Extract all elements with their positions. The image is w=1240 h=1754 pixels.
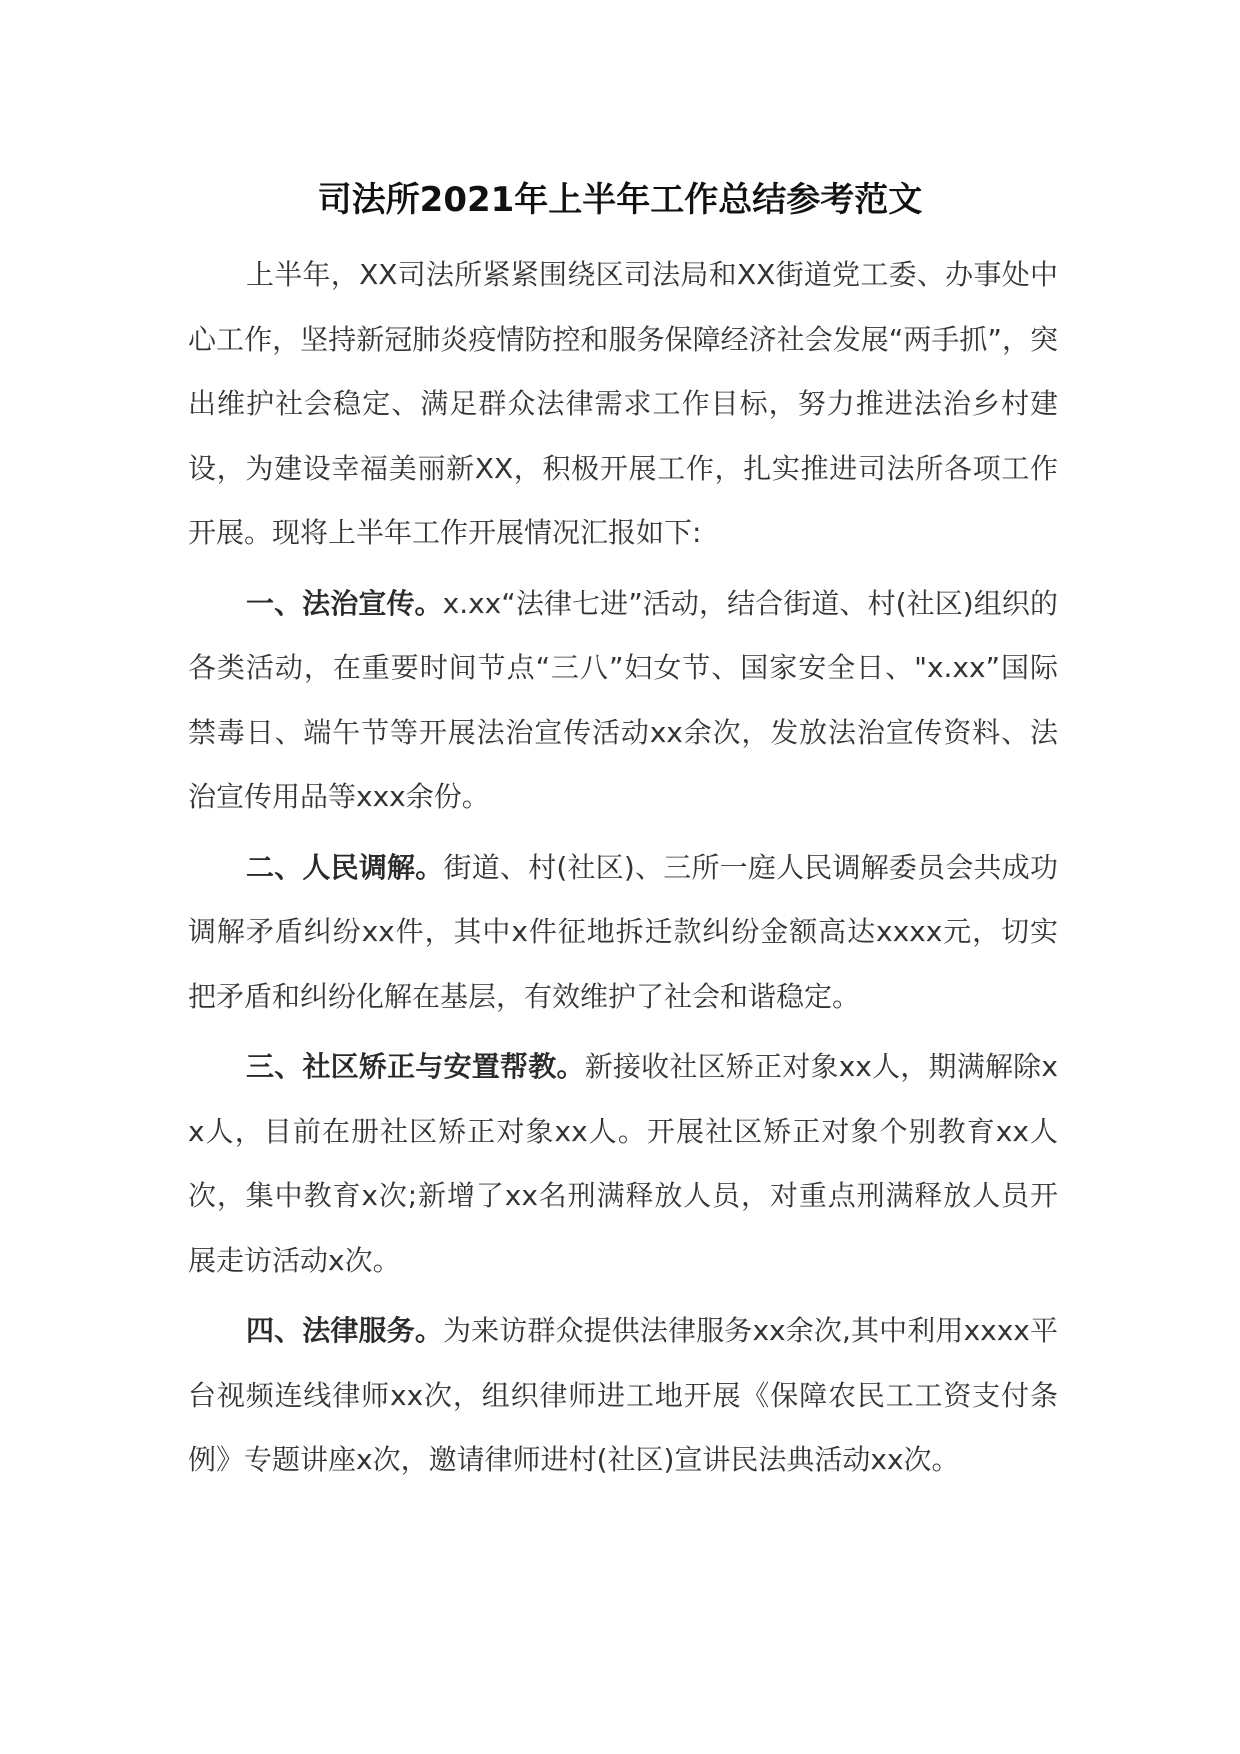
section-heading: 一、法治宣传。 [246, 586, 443, 620]
section-paragraph-legal-services [188, 1299, 1058, 1493]
section-heading: 三、社区矫正与安置帮教。 [246, 1050, 585, 1083]
section-text: 新接收社区矫正对象xx人，期满解除xx人，目前在册社区矫正对象xx人。开展社区矫正对象个别教育xx人次，集中教育x次;新增了xx名刑满释放人员，对重点刑满释放人员开展走访活动x次。 [188, 1050, 1058, 1277]
section-paragraph-legal-publicity [188, 572, 1058, 830]
document-body [188, 243, 1058, 1493]
section-heading: 四、法律服务。 [246, 1314, 443, 1347]
section-paragraph-community-correction [188, 1035, 1058, 1293]
section-text: x.xx“法律七进”活动，结合街道、村(社区)组织的各类活动，在重要时间节点“三八”妇女节、国家安全日、"x.xx”国际禁毒日、端午节等开展法治宣传活动xx余次，发放法治宣传资料、法治宣传用品等xxx余份。 [188, 586, 1058, 813]
section-heading: 二、人民调解。 [246, 850, 444, 884]
section-text: 街道、村(社区)、三所一庭人民调解委员会共成功调解矛盾纠纷xx件，其中x件征地拆迁款纠纷金额高达xxxx元，切实把矛盾和纠纷化解在基层，有效维护了社会和谐稳定。 [188, 850, 1058, 1013]
document-title: 司法所2021年上半年工作总结参考范文 [317, 180, 923, 220]
section-paragraph-mediation [188, 836, 1058, 1030]
section-text: 为来访群众提供法律服务xx余次,其中利用xxxx平台视频连线律师xx次，组织律师进工地开展《保障农民工工资支付条例》专题讲座x次，邀请律师进村(社区)宣讲民法典活动xx次。 [188, 1314, 1058, 1476]
intro-paragraph: 上半年，XX司法所紧紧围绕区司法局和XX街道党工委、办事处中心工作，坚持新冠肺炎疫情防控和服务保障经济社会发展“两手抓”，突出维护社会稳定、满足群众法律需求工作目标，努力推进法治乡村建设，为建设幸福美丽新XX，积极开展工作，扎实推进司法所各项工作开展。现将上半年工作开展情况汇报如下: [188, 258, 1058, 549]
